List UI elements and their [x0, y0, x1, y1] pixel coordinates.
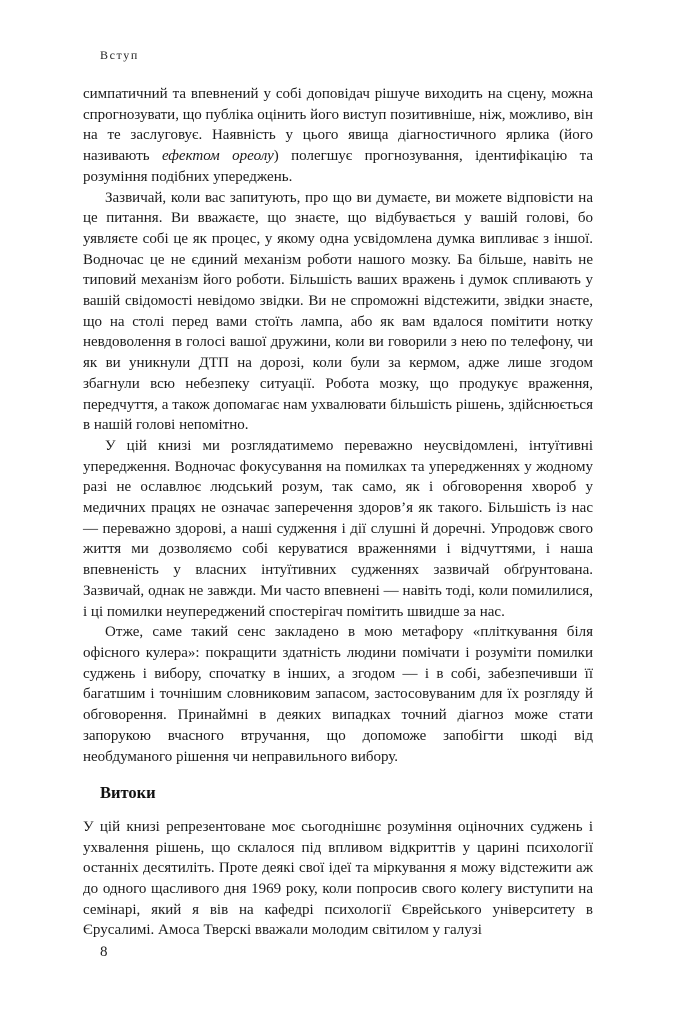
paragraph: Зазвичай, коли вас запитують, про що ви думаєте, ви можете відповісти на це питання. Ви вважаєте, що знаєте, що відбувається у вашій голові, бо уявляєте собі це як процес, у якому одна усвідомлена думка випливає з іншої. Водночас це не єдиний механізм роботи нашого мозку. Ба більше, навіть не типовий механізм його роботи. Більшість ваших вражень і думок спливають у вашій свідомості невідомо звідки. Ви не спроможні відстежити, звідки знаєте, що на столі перед вами стоїть лампа, або як вам вдалося помітити нотку невдоволення в голосі вашої дружини, коли ви говорили з нею по телефону, чи як ви уникнули ДТП на дорозі, коли були за кермом, адже лише згодом збагнули всю небезпеку ситуації. Робота мозку, що продукує враження, передчуття, а також допомагає нам ухвалювати більшість рішень, здійснюється в нашій голові непомітно.: [83, 189, 593, 434]
paragraph-continuation: [83, 84, 593, 188]
italic-term: ефектом ореолу: [162, 148, 274, 165]
paragraph-text: симпатичний та впевнений у собі доповідач рішуче виходить на сцену, можна спрогнозувати, що публіка оцінить його виступ позитивніше, ніж, можливо, він на те заслуговує. Наявність у цього явища діагностичного ярлика (його називають: [83, 86, 593, 165]
paragraph-text: ) полегшує прогнозування, ідентифікацію та розуміння подібних упереджень.: [83, 148, 593, 185]
section-heading: Витоки: [100, 783, 156, 803]
page-number: 8: [100, 944, 108, 960]
running-header: Вступ: [100, 48, 139, 62]
paragraph: У цій книзі ми розглядатимемо переважно неусвідомлені, інтуїтивні упередження. Водночас фокусування на помилках та упередженнях у жодному разі не ославлює людський розум, так само, як і обговорення хвороб у медичних працях не означає заперечення здоров’я як такого. Більшість із нас — переважно здорові, а наші судження і дії слушні й доречні. Упродовж свого життя ми дозволяємо собі керуватися враженнями і відчуттями, і наша впевненість у власних інтуїтивних судженнях зазвичай обґрунтована. Зазвичай, однак не завжди. Ми часто впевнені — навіть тоді, коли помилилися, і ці помилки неупереджений спостерігач помітить швидше за нас.: [83, 437, 593, 620]
body-text: [83, 84, 593, 941]
paragraph: У цій книзі репрезентоване моє сьогоднішнє розуміння оціночних суджень і ухвалення рішень, що склалося під впливом відкриттів у царині психології останніх десятиліть. Проте деякі свої ідеї та міркування я можу відстежити аж до одного щасливого дня 1969 року, коли попросив свого колегу виступити на семінарі, який я вів на кафедрі психології Єврейського університету в Єрусалимі. Амоса Тверскі вважали молодим світилом у галузі: [83, 818, 593, 939]
paragraph: Отже, саме такий сенс закладено в мою метафору «пліткування біля офісного кулера»: покращити здатність людини помічати і розуміти помилки суджень і вибору, спочатку в інших, а згодом — і в собі, забезпечивши її багатшим і точнішим словниковим запасом, застосовуваним для їх розгляду й обговорення. Принаймні в деяких випадках точний діагноз може стати запорукою вчасного втручання, що допоможе запобігти шкоді від необдуманого рішення чи неправильного вибору.: [83, 624, 593, 765]
